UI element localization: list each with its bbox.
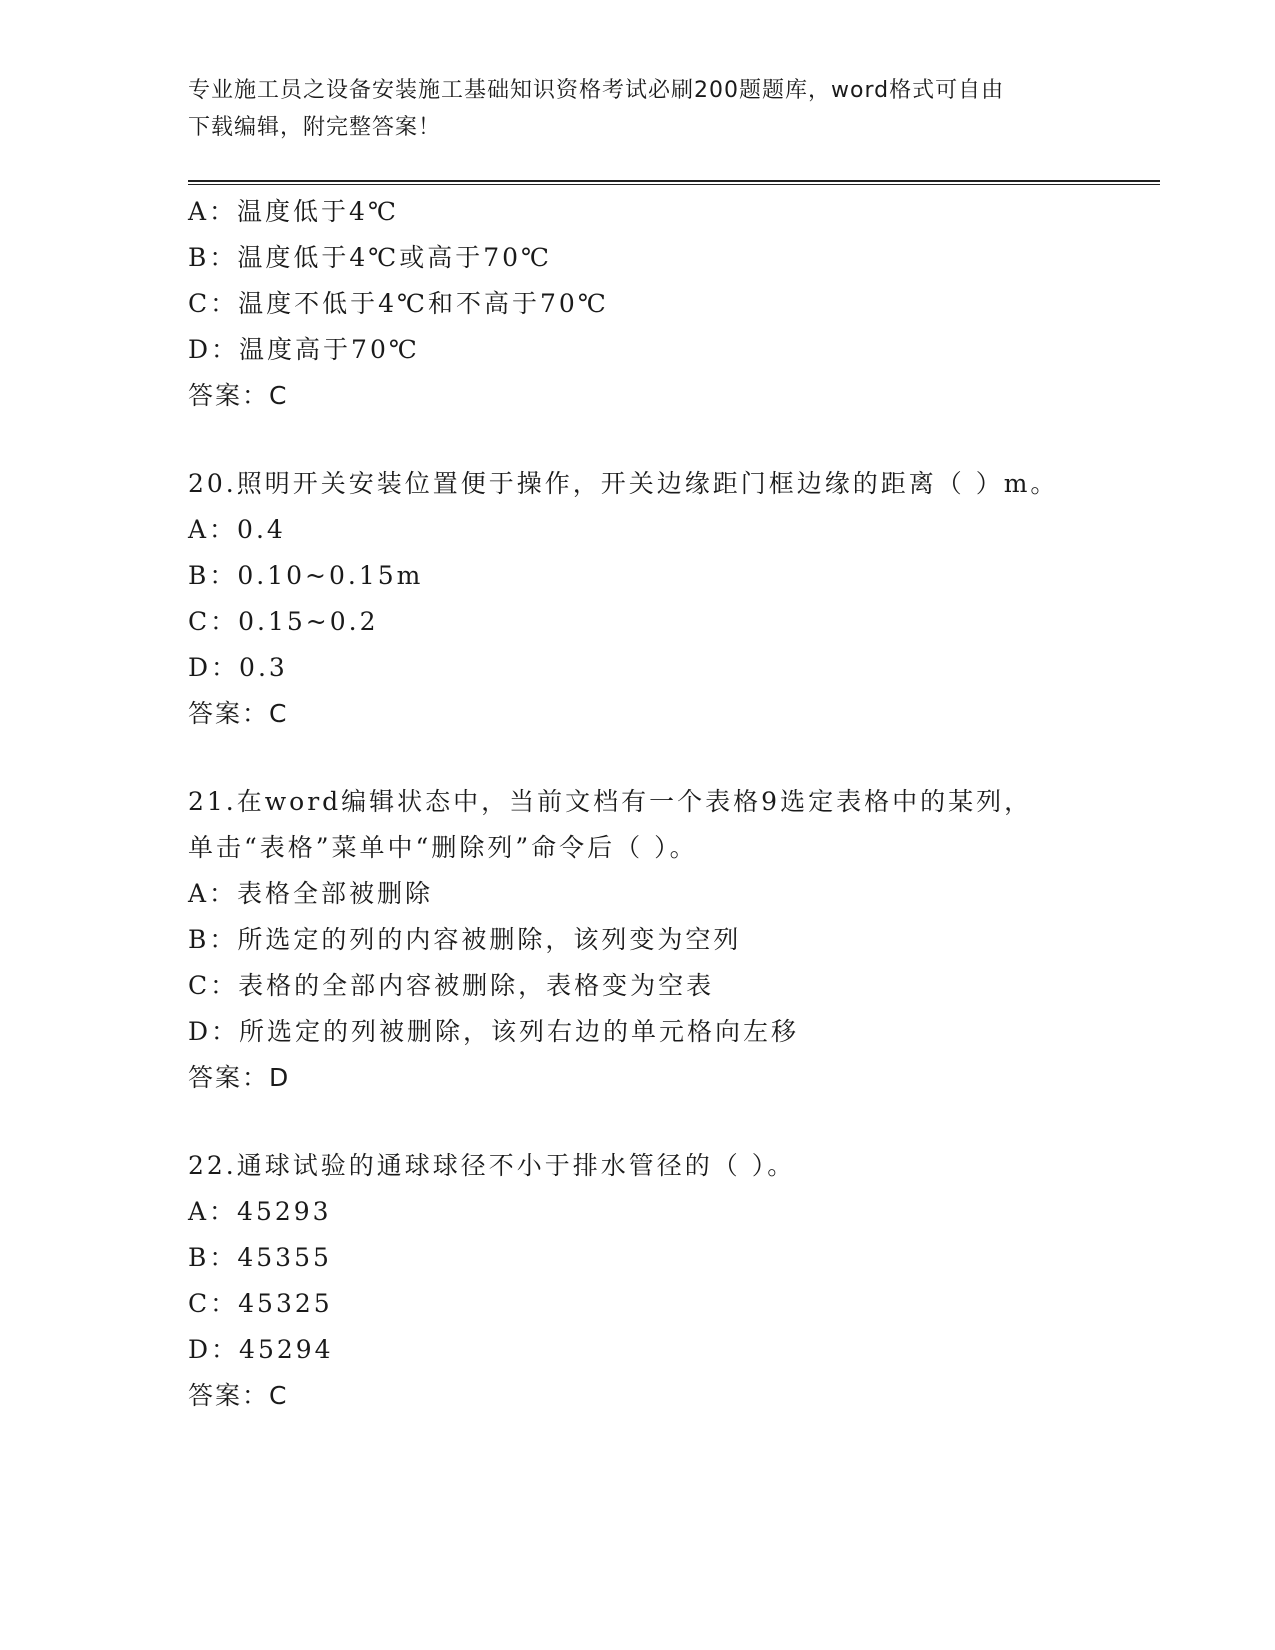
option-a: A：0.4: [188, 515, 286, 544]
document-header: [188, 72, 1160, 146]
question-stem: 22.通球试验的通球球径不小于排水管径的（ ）。: [188, 1151, 796, 1180]
question-20: [188, 461, 1160, 737]
question-21: [188, 779, 1160, 1101]
question-22: [188, 1143, 1160, 1419]
header-divider-thin: [188, 184, 1160, 185]
answer: 答案：C: [188, 381, 289, 410]
answer: 答案：C: [188, 699, 289, 728]
document-title-line2: 下载编辑，附完整答案！: [188, 115, 442, 140]
spacer: [188, 737, 1160, 779]
option-c: C：0.15~0.2: [188, 607, 379, 636]
header-divider: [188, 180, 1160, 182]
option-b: B：所选定的列的内容被删除，该列变为空列: [188, 925, 742, 954]
document-title: [188, 72, 1068, 146]
document-title-line1: 专业施工员之设备安装施工基础知识资格考试必刷200题题库，word格式可自由: [188, 78, 1005, 103]
option-a: A：45293: [188, 1197, 332, 1226]
spacer: [188, 419, 1160, 461]
question-stem-line1: 21.在word编辑状态中，当前文档有一个表格9选定表格中的某列，: [188, 787, 1033, 816]
option-b: B：温度低于4℃或高于70℃: [188, 243, 553, 272]
option-c: C：温度不低于4℃和不高于70℃: [188, 289, 609, 318]
question-list: [188, 189, 1160, 1419]
option-b: B：45355: [188, 1243, 332, 1272]
option-a: A：表格全部被删除: [188, 879, 434, 908]
question-stem: 20.照明开关安装位置便于操作，开关边缘距门框边缘的距离（ ）m。: [188, 469, 1059, 498]
option-d: D：45294: [188, 1335, 334, 1364]
answer: 答案：C: [188, 1381, 289, 1410]
option-d: D：所选定的列被删除，该列右边的单元格向左移: [188, 1017, 800, 1046]
question-19: [188, 189, 1160, 419]
option-c: C：45325: [188, 1289, 333, 1318]
option-d: D：温度高于70℃: [188, 335, 420, 364]
answer: 答案：D: [188, 1063, 291, 1092]
option-c: C：表格的全部内容被删除，表格变为空表: [188, 971, 715, 1000]
option-d: D：0.3: [188, 653, 288, 682]
spacer: [188, 1101, 1160, 1143]
option-a: A：温度低于4℃: [188, 197, 399, 226]
option-b: B：0.10~0.15m: [188, 561, 424, 590]
question-stem-line2: 单击“表格”菜单中“删除列”命令后（ ）。: [188, 833, 698, 862]
